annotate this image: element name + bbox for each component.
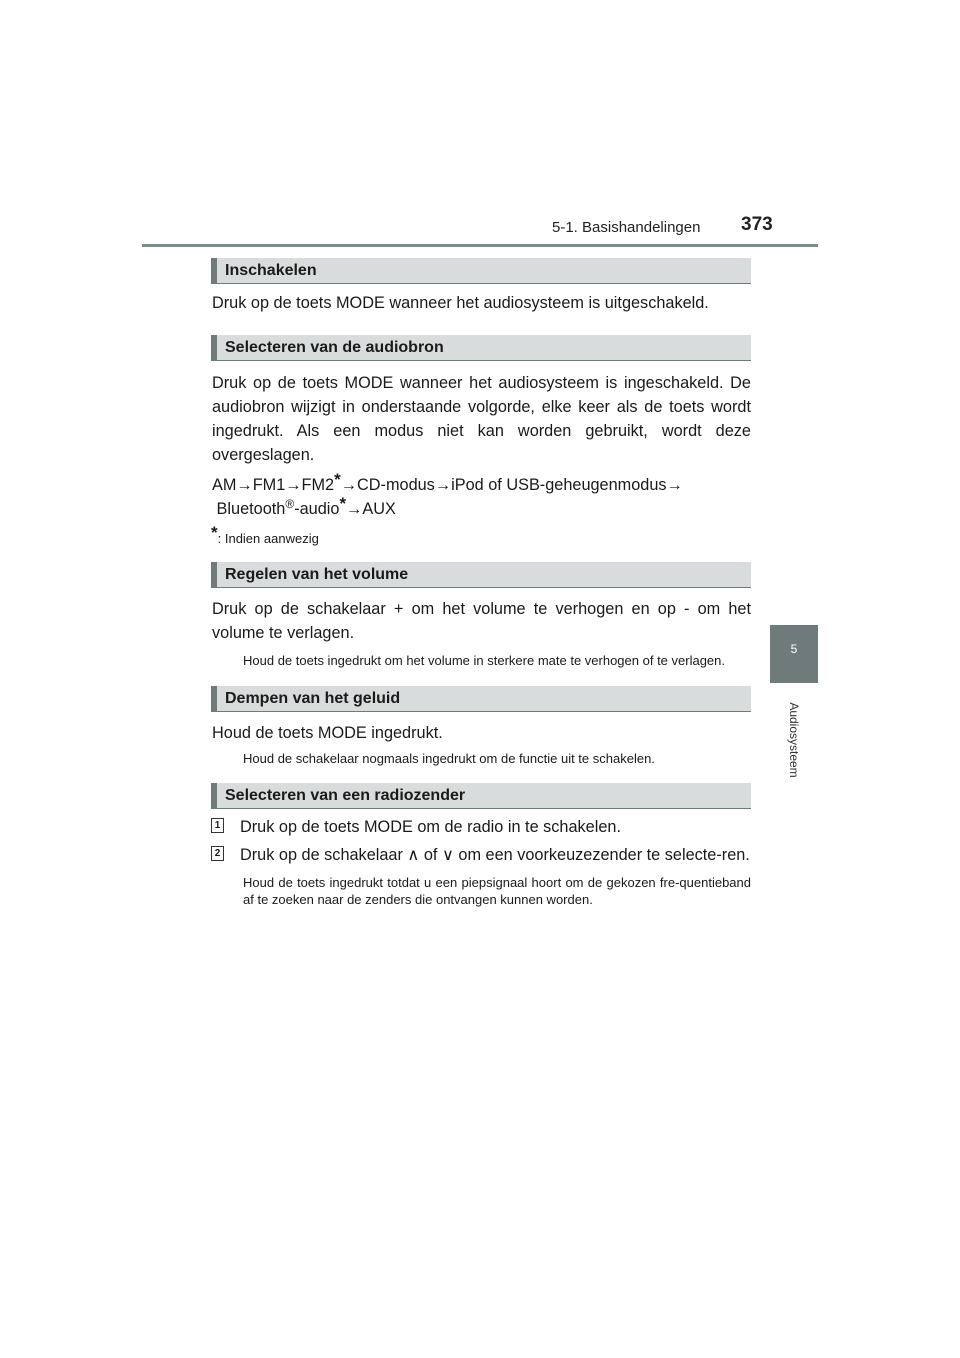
step-text-2: Druk op de schakelaar ∧ of ∨ om een voorkeuzezender te selecte-ren. (240, 846, 750, 864)
chapter-tab-number: 5 (770, 625, 818, 683)
chapter-tab-label: Audiosysteem (787, 702, 801, 778)
step-2 (211, 843, 751, 867)
step-1 (211, 815, 751, 839)
paragraph-dempen: Houd de toets MODE ingedrukt. (212, 723, 443, 742)
page-number: 373 (741, 214, 773, 235)
section-header-radiozender: Selecteren van een radiozender (211, 783, 751, 809)
section-header-audiobron: Selecteren van de audiobron (211, 335, 751, 361)
note-volume: Houd de toets ingedrukt om het volume in sterkere mate te verhogen of te verlagen. (243, 653, 725, 668)
page-content (211, 258, 751, 908)
section-header-volume: Regelen van het volume (211, 562, 751, 588)
note-radiozender: Houd de toets ingedrukt totdat u een piepsignaal hoort om de gekozen fre-quentieband af te zoeken naar de zenders die ontvangen kunnen worden. (243, 875, 751, 907)
audio-source-sequence: AM→FM1→FM2*→CD-modus→iPod of USB-geheugenmodus→ Bluetooth®-audio*→AUX (212, 470, 683, 518)
step-number-1: 1 (211, 818, 224, 833)
paragraph-audiobron: Druk op de toets MODE wanneer het audiosysteem is ingeschakeld. De audiobron wijzigt in onderstaande volgorde, elke keer als de toets wordt ingedrukt. Als een modus niet kan worden gebruikt, wordt deze overgeslagen. (212, 374, 751, 464)
section-header-inschakelen: Inschakelen (211, 258, 751, 284)
paragraph-inschakelen: Druk op de toets MODE wanneer het audiosysteem is uitgeschakeld. (212, 294, 709, 312)
section-header-dempen: Dempen van het geluid (211, 686, 751, 712)
header-divider (142, 244, 818, 247)
step-number-2: 2 (211, 846, 224, 861)
header-chapter-title: 5-1. Basishandelingen (552, 219, 701, 236)
step-text-1: Druk op de toets MODE om de radio in te schakelen. (240, 818, 621, 836)
footnote-indien-aanwezig: *: Indien aanwezig (211, 523, 319, 546)
note-dempen: Houd de schakelaar nogmaals ingedrukt om de functie uit te schakelen. (243, 750, 655, 766)
paragraph-volume: Druk op de schakelaar + om het volume te verhogen en op - om het volume te verlagen. (212, 600, 751, 642)
